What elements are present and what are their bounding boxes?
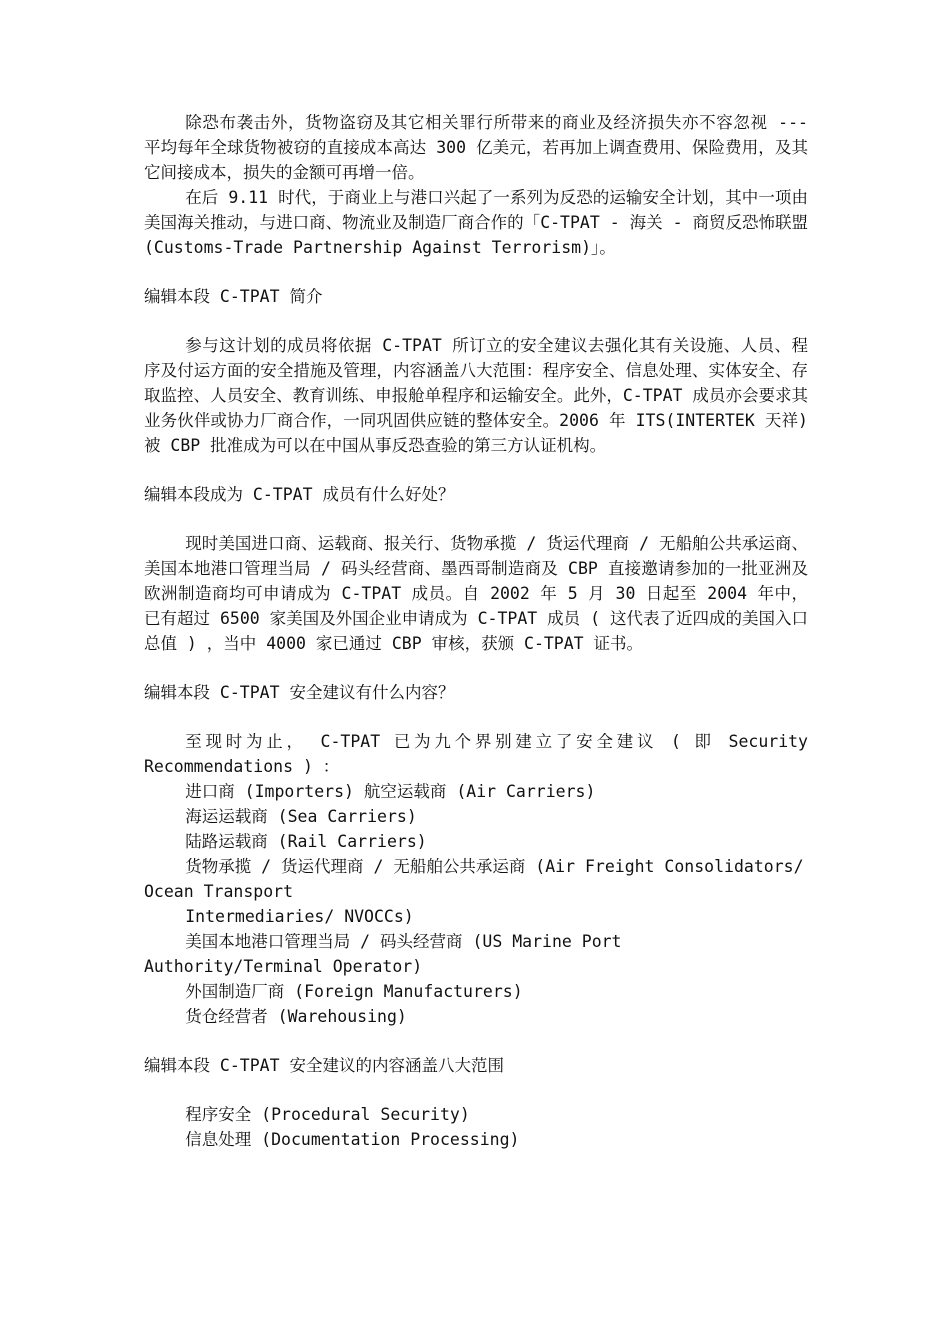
intro-paragraph-2: 在后 9.11 时代，于商业上与港口兴起了一系列为反恐的运输安全计划，其中一项由美国海关推动，与进口商、物流业及制造厂商合作的「C-TPAT - 海关 - 商贸反恐怖联盟 (Customs-Trade Partnership Against Terrorism)」。	[144, 188, 808, 257]
section-heading-eight-areas: 编辑本段 C-TPAT 安全建议的内容涵盖八大范围	[144, 1056, 504, 1075]
section2-paragraph: 现时美国进口商、运载商、报关行、货物承揽 / 货运代理商 / 无船舶公共承运商、美国本地港口管理当局 / 码头经营商、墨西哥制造商及 CBP 直接邀请参加的一批亚洲及欧洲制造商均可申请成为 C-TPAT 成员。自 2002 年 5 月 30 日起至 2004 年中，已有超过 6500 家美国及外国企业申请成为 C-TPAT 成员 ( 这代表了近四成的美国入口总值 ) ，当中 4000 家已通过 CBP 审核，获颁 C-TPAT 证书。	[144, 534, 808, 653]
list-item: 信息处理 (Documentation Processing)	[185, 1130, 520, 1149]
section3-paragraph: 至现时为止， C-TPAT 已为九个界别建立了安全建议 ( 即 Security Recommendations ) ：	[144, 732, 808, 776]
list-item: 外国制造厂商 (Foreign Manufacturers)	[185, 982, 523, 1001]
section-heading-security-recommendations: 编辑本段 C-TPAT 安全建议有什么内容？	[144, 683, 455, 702]
list-item: 海运运载商 (Sea Carriers)	[185, 807, 417, 826]
list-item: 程序安全 (Procedural Security)	[185, 1105, 470, 1124]
list-item: 陆路运载商 (Rail Carriers)	[185, 832, 427, 851]
section1-paragraph: 参与这计划的成员将依据 C-TPAT 所订立的安全建议去强化其有关设施、人员、程序及付运方面的安全措施及管理，内容涵盖八大范围：程序安全、信息处理、实体安全、存取监控、人员安全、教育训练、申报舱单程序和运输安全。此外，C-TPAT 成员亦会要求其业务伙伴或协力厂商合作，一同巩固供应链的整体安全。2006 年 ITS(INTERTEK 天祥)被 CBP 批准成为可以在中国从事反恐查验的第三方认证机构。	[144, 336, 808, 455]
document-page	[144, 110, 808, 1152]
list-item: 货仓经营者 (Warehousing)	[185, 1007, 407, 1026]
list-item: 货物承揽 / 货运代理商 / 无船舶公共承运商 (Air Freight Consolidators/ Ocean Transport	[144, 857, 804, 901]
list-item: 美国本地港口管理当局 / 码头经营商 (US Marine Port Authority/Terminal Operator)	[144, 932, 622, 976]
sector-list	[144, 779, 808, 1029]
areas-list	[144, 1102, 808, 1152]
list-item: 进口商 (Importers) 航空运载商 (Air Carriers)	[185, 782, 596, 801]
section-heading-ctpat-intro: 编辑本段 C-TPAT 简介	[144, 287, 323, 306]
section-heading-membership-benefits: 编辑本段成为 C-TPAT 成员有什么好处？	[144, 485, 455, 504]
list-item: Intermediaries/ NVOCCs)	[185, 907, 414, 926]
intro-paragraph-1: 除恐布袭击外，货物盗窃及其它相关罪行所带来的商业及经济损失亦不容忽视 --- 平均每年全球货物被窃的直接成本高达 300 亿美元，若再加上调查费用、保险费用，及其它间接成本，损失的金额可再增一倍。	[144, 113, 808, 182]
